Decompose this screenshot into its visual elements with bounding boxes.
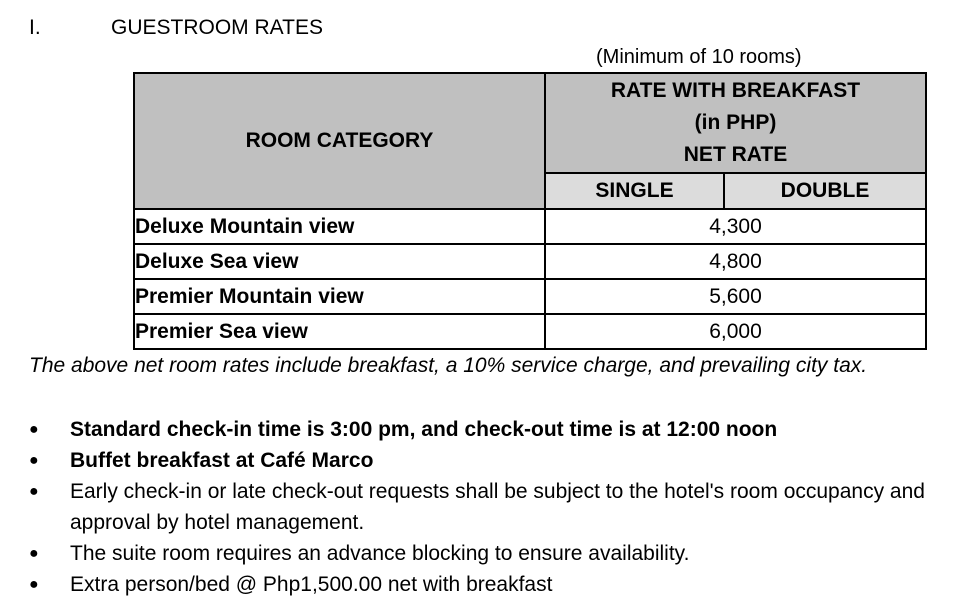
minimum-rooms-note: (Minimum of 10 rooms) [596, 46, 802, 68]
single-column-header: SINGLE [545, 173, 724, 209]
room-name: Deluxe Mountain view [134, 209, 545, 244]
room-rate: 4,800 [545, 244, 926, 279]
rate-header-line2: (in PHP) [694, 111, 777, 134]
room-name: Premier Sea view [134, 314, 545, 349]
rates-footnote: The above net room rates include breakfast, a 10% service charge, and prevailing city tax. [29, 354, 868, 377]
bullet-icon: ● [29, 452, 39, 469]
bullet-icon: ● [29, 545, 39, 562]
rates-table [133, 72, 927, 350]
list-item-text: Buffet breakfast at Café Marco [70, 449, 374, 472]
bullet-icon: ● [29, 483, 39, 500]
room-name: Deluxe Sea view [134, 244, 545, 279]
list-item [29, 476, 969, 538]
room-rate: 4,300 [545, 209, 926, 244]
room-category-header: ROOM CATEGORY [134, 73, 545, 209]
room-rate: 6,000 [545, 314, 926, 349]
rate-header-line3: NET RATE [683, 143, 788, 166]
list-item-text: The suite room requires an advance blocking to ensure availability. [70, 542, 690, 565]
rate-header-line1: RATE WITH BREAKFAST [610, 79, 861, 102]
section-number: I. [29, 16, 41, 39]
table-row [134, 314, 926, 349]
list-item-text: Standard check-in time is 3:00 pm, and check-out time is at 12:00 noon [70, 418, 778, 441]
bullet-icon: ● [29, 421, 39, 438]
list-item [29, 414, 969, 445]
list-item [29, 569, 969, 600]
table-row [134, 244, 926, 279]
room-rate: 5,600 [545, 279, 926, 314]
double-column-header: DOUBLE [724, 173, 926, 209]
rate-header [545, 73, 926, 173]
list-item-text: Extra person/bed @ Php1,500.00 net with breakfast [70, 573, 553, 596]
table-row [134, 279, 926, 314]
room-name: Premier Mountain view [134, 279, 545, 314]
section-title: GUESTROOM RATES [111, 16, 323, 39]
list-item [29, 445, 969, 476]
list-item [29, 538, 969, 569]
list-item-text: Early check-in or late check-out requests shall be subject to the hotel's room occupancy and approval by hotel management. [70, 480, 925, 534]
policy-list [29, 414, 969, 600]
bullet-icon: ● [29, 576, 39, 593]
table-row [134, 209, 926, 244]
